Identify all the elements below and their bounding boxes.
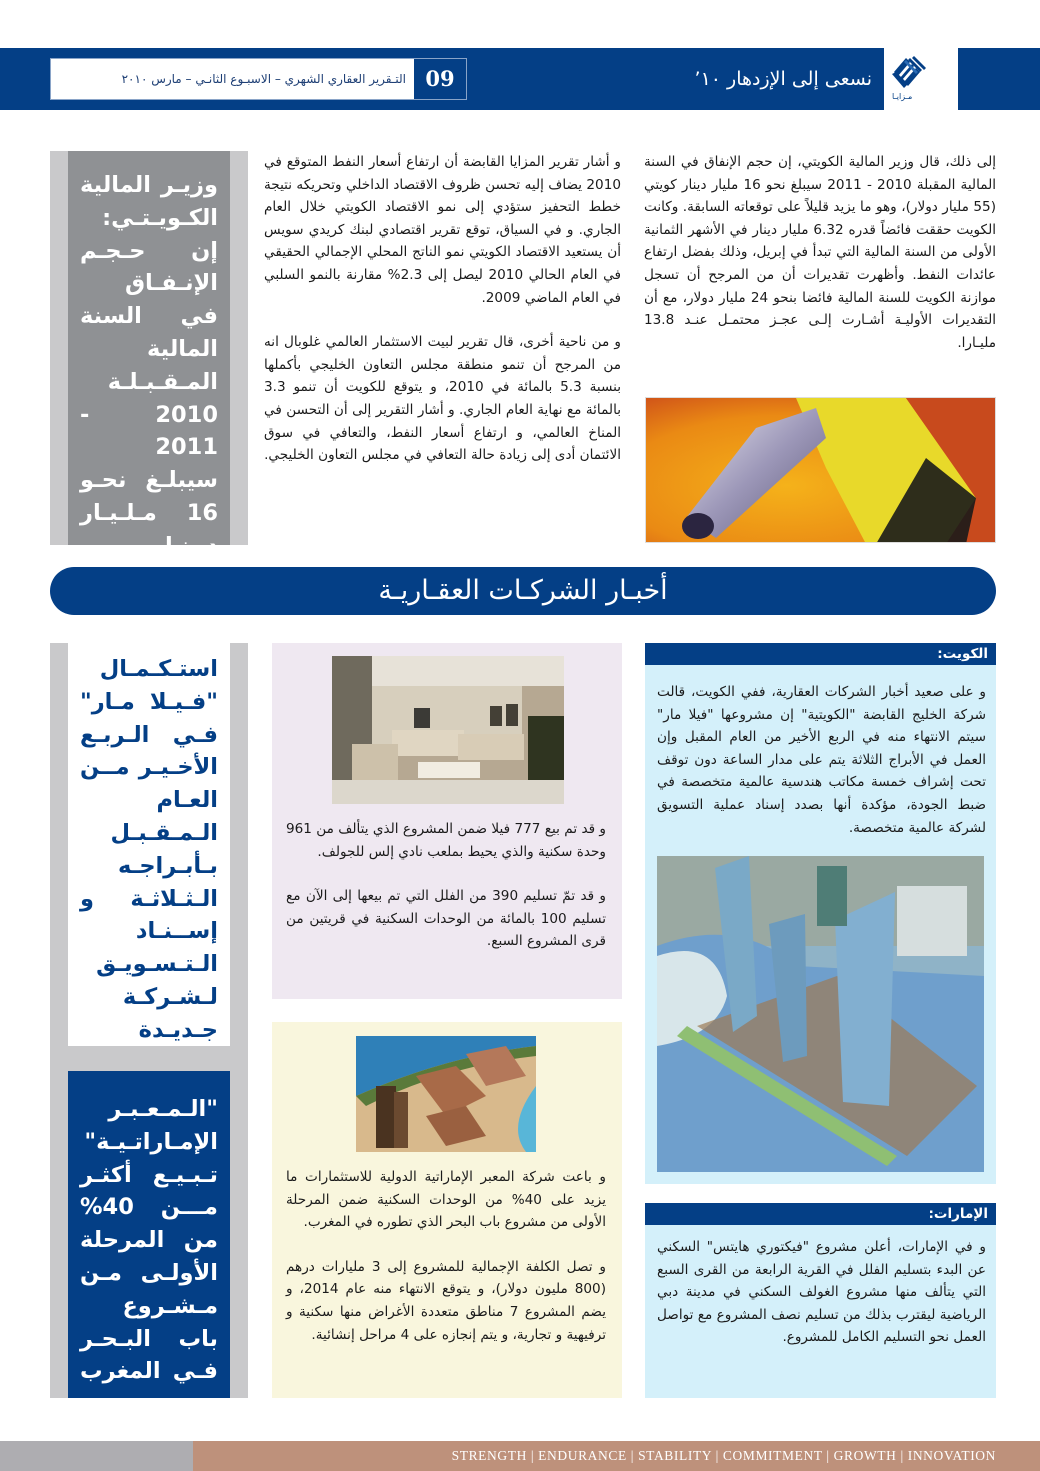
article-paragraph: و من ناحية أخرى، قال تقرير لبيت الاستثمار العالمي غلوبال انه من المرجح أن تنمو منطقة مجلس التعاون الخليجي بأكملها بنسبة 5.3 بالمائة في 2010، و يتوقع للكويت أن تنمو 3.3 بالمائة مع نهاية العام الجاري. و أشار التقرير إلى أن التحسن في المناخ العالمي، و ارتفاع أسعار النفط، والتعافي في سوق الائتمان أدى إلى زيادة حالة التعافي في مجلس التعاون الخليجي.	[264, 334, 621, 464]
emirates-news-box	[645, 1203, 996, 1398]
towers-rendering-photo	[657, 856, 984, 1172]
page-number: 09	[414, 59, 466, 99]
header-tagline: نسعى إلى الإزدهار ١٠’	[694, 68, 872, 90]
callout-villa-mar	[50, 643, 248, 1046]
callout-text: وزيـر المالية الكـويـتـي: إن حـجـم الإنـفـاق في السنة المالية المـقـبـلـة 2010 - 2011 سيبلـغ نحـو 16 مـلـيـار ديـنـار	[80, 172, 218, 559]
villa-paragraph: و قد تم بيع 777 فيلا ضمن المشروع الذي يتألف من 961 وحدة سكنية والذي يحيط بملعب نادي إلس للجولف.	[286, 821, 606, 860]
villa-mar-box	[272, 643, 622, 999]
callout-finance-minister	[50, 151, 248, 559]
region-heading: الإمارات:	[645, 1203, 996, 1225]
emirates-body: و في الإمارات، أعلن مشروع "فيكتوري هايتس" السكني عن البدء بتسليم الفلل في القرية الرابعة من القرى السبع التي يتألف منها مشروع الغولف السكني في مدينة دبي الرياضية ليقترب بذلك من تسليم نصف المشروع مع تواصل العمل نحو التسليم الكامل للمشروع.	[657, 1239, 986, 1346]
article-paragraph: إلى ذلك، قال وزير المالية الكويتي، إن حجم الإنفاق في السنة المالية المقبلة 2010 - 2011 سيبلغ نحو 16 مليار دينار كويتي (55 مليار دولار)، وهو ما يزيد قليلاً على توقعاته السابقة. وكانت الكويت حققت فائضاً قدره 6.32 مليار دينار في الأشهر الثمانية الأولى من السنة المالية التي تبدأ في إبريل، وذلك بفضل ارتفاع عائدات النفط. وأظهرت تقديرات أن من المرجح أن تسجل موازنة الكويت للسنة المالية فائضا بنحو 24 مليار دولار، مع أن التقديرات الأوليـة أشـارت إلـى عجـز محتمـل عنـد 13.8 مليـارا.	[644, 154, 996, 351]
logo-wordmark: مـزايـا	[892, 92, 913, 101]
kuwait-body: و على صعيد أخبار الشركات العقارية، ففي الكويت، قالت شركة الخليج القابضة "الكويتية" إن مشروعها "فيلا مار" سيتم الانتهاء منه في الربع الأخير من العام المقبل وإن العمل في الأبراج الثلاثة يتم على مدار الساعة دون توقف تحت إشراف خمسة مكاتب هندسية عالمية متخصصة في ضبط الجودة، مؤكدة أنها بصدد إسناد عملية التسويق لشركة عالمية متخصصة.	[657, 684, 986, 836]
callout-emirates	[50, 1046, 248, 1398]
bab-al-bahr-rendering-photo	[356, 1036, 536, 1152]
section-banner	[50, 567, 996, 615]
logo	[884, 48, 932, 110]
villa-paragraph: و قد تمّ تسليم 390 من الفلل التي تم بيعها إلى الآن مع تسليم 100 بالمائة من الوحدات السكنية في قريتين من قرى المشروع السبع.	[286, 888, 606, 950]
morocco-paragraph: و تصل الكلفة الإجمالية للمشروع إلى 3 مليارات درهم (800 مليون دولار)، و يتوقع الانتهاء منه عام 2014، و يضم المشروع 7 مناطق متعددة الأغراض منها سكنية و ترفيهية و تجارية، و يتم إنجازه على 4 مراحل إنشائية.	[286, 1258, 607, 1343]
report-title-box	[50, 58, 467, 100]
article-paragraph: و أشار تقرير المزايا القابضة أن ارتفاع أسعار النفط المتوقع في 2010 يضاف إليه تحسن ظروف الاقتصاد الداخلي وتحريكه نتيجة خطط التحفيز ستؤدي إلى نمو الاقتصاد الكويتي خلال العام الجاري. و في السياق، توقع تقرير اقتصادي لبنك كريدي سويس أن يستعيد الاقتصاد الكويتي نمو الناتج المحلي الإجمالي الحقيقي في العام الحالي 2010 ليصل إلى 2.3% مقارنة بالنمو السلبي في العام الماضي 2009.	[264, 154, 621, 306]
villa-interior-photo	[332, 656, 564, 804]
kuwait-news-box	[645, 643, 996, 1184]
villa-text	[286, 818, 606, 953]
article-column-middle	[264, 151, 621, 467]
bab-al-bahr-box	[272, 1022, 622, 1398]
fuel-nozzle-photo	[645, 397, 996, 543]
header-divider	[932, 48, 958, 110]
callout-text: "الـمـعـبـر الإمـاراتـيـة" تـبـيـع أكثـر مـــن 40% من المرحلة الأولـى مـن مـشـروع باب البـحـر فـي المغرب	[80, 1096, 218, 1385]
morocco-paragraph: و باعت شركة المعبر الإماراتية الدولية للاستثمارات ما يزيد على 40% من الوحدات السكنية ضمن المرحلة الأولى من مشروع باب البحر الذي تطوره في المغرب.	[286, 1169, 606, 1231]
article-column-right	[644, 151, 996, 354]
footer-values: STRENGTH | ENDURANCE | STABILITY | COMMITMENT | GROWTH | INNOVATION	[451, 1448, 996, 1463]
section-title: أخبـار الشركـات العقـاريـة	[378, 575, 668, 606]
footer-grey-band	[0, 1441, 193, 1471]
region-heading: الكويت:	[645, 643, 996, 665]
morocco-text	[286, 1166, 606, 1346]
report-title: التـقرير العقاري الشهري – الاسبـوع الثانـي – مارس ٢٠١٠	[121, 72, 406, 86]
callout-text: استـكـمـال "فـيـلا مـار" فـي الـربـع الأخـيـر مــن العـام الـمـقـبـل بـأبـراجـه الـثـلاثـة و إســنـاد الـتـسـويـق لـشـركـة جـديـدة	[80, 656, 218, 1043]
